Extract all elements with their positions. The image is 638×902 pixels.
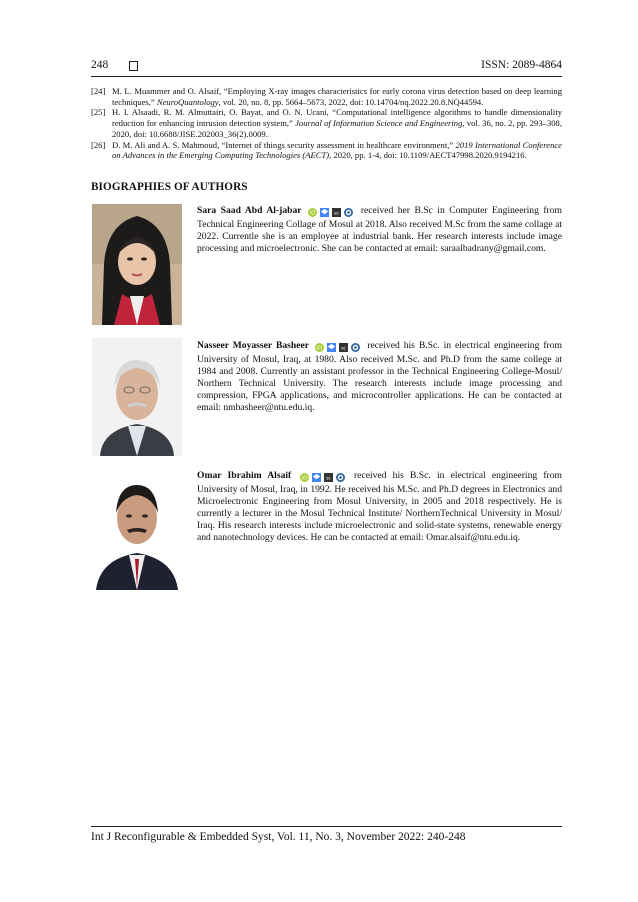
- scopus-icon[interactable]: [339, 343, 348, 352]
- author-photo-1: [92, 204, 182, 325]
- author-bio-3: [197, 470, 562, 545]
- svg-text:iD: iD: [310, 210, 316, 217]
- google-scholar-icon[interactable]: [312, 473, 321, 482]
- reference-list: [91, 86, 562, 161]
- author-photo-2: [92, 338, 182, 456]
- svg-text:sc: sc: [341, 346, 347, 352]
- reference-item: [24] M. L. Muammer and O. Alsaif, “Employing X-ray images characteristics for early corona virus detection based on deep learning techniques,” NeuroQuantology, vol. 20, no. 8, pp. 5664–5673, 2022, doi: 10.14704/nq.2022.20.8.NQ44594.: [91, 86, 562, 107]
- reference-item: [26] D. M. Ali and A. S. Mahmoud, “Internet of things security assessment in healthcare environment,” 2019 International Conference on Advances in the Emerging Computing Technologies (AECT), 2020, pp. 1-4, doi: 10.1109/AECT47998.2020.9194216.: [91, 139, 562, 161]
- author-bio-text: received her B.Sc in Computer Engineering from Technical Engineering Collage of Mosul at 2018. Also received M.Sc from the same collage at 2022. Currentle she is an employee at industrial bank. Her research interests include image processing and microelectronic. She can be contacted at email: saraalbadrany@gmail.com.: [197, 205, 562, 255]
- author-name: Omar Ibrahim Alsaif: [197, 470, 292, 481]
- svg-text:iD: iD: [301, 475, 308, 482]
- svg-text:sc: sc: [325, 476, 331, 482]
- reference-item: [25] H. I. Alsaadi, R. M. Almuttairi, O. Bayat, and O. N. Ucani, “Computational intelligence algorithms to handle dimensionality reduction for enhancing intrusion detection system,” Journal of Information Science and Engineering, vol. 36, no. 2, pp. 293–308, 2020, doi: 10.6688/JISE.202003_36(2).0009.: [91, 107, 562, 139]
- footer-rule: [91, 826, 562, 827]
- section-title: BIOGRAPHIES OF AUTHORS: [91, 181, 248, 193]
- author-icons: [313, 342, 363, 354]
- publons-icon[interactable]: [344, 208, 353, 217]
- author-photo-3: [92, 473, 182, 590]
- author-bio-text: received his B.Sc. in electrical engineering from University of Mosul, Iraq, in 1992. He received his M.Sc. and Ph.D degrees in Electronics and Microelectronic Engineering from Mosul University, in 2005 and 2018 respectively. He is currently a lecturer in the Mosul Technical Institute/ NorthernTechnical University in Mosul/ Iraq. His research interests include microelectronic and solid-state systems, renewable energy and nanotechnology devices. He can be contacted at email: Omar.alsaif@ntu.edu.iq.: [197, 470, 562, 544]
- scopus-icon[interactable]: [324, 473, 333, 482]
- author-bio-2: [197, 340, 562, 415]
- google-scholar-icon[interactable]: [327, 343, 336, 352]
- publons-icon[interactable]: [336, 473, 345, 482]
- author-icons: [297, 472, 347, 484]
- scopus-icon[interactable]: [332, 208, 341, 217]
- page-number: 248: [91, 59, 109, 71]
- orcid-icon[interactable]: [300, 473, 309, 482]
- publons-icon[interactable]: [351, 343, 360, 352]
- author-bio-text: received his B.Sc. in electrical engineering from University of Mosul, Iraq, at 1980. Also received M.Sc. and Ph.D from the same college at 1984 and 2008. Currently an assistant professor in the Technical Engineering College-Mosul/ Northern Technical University. The research interests include image processing and compression, FPGA applications, and microcontroller applications. He can be contacted at email: nmbasheer@ntu.edu.iq.: [197, 340, 562, 414]
- svg-text:iD: iD: [317, 345, 323, 352]
- header-rule: [91, 76, 562, 77]
- page-header: [91, 59, 562, 75]
- page-footer: Int J Reconfigurable & Embedded Syst, Vol. 11, No. 3, November 2022: 240-248: [91, 831, 466, 843]
- svg-text:sc: sc: [334, 211, 340, 217]
- author-bio-1: [197, 205, 562, 255]
- google-scholar-icon[interactable]: [320, 208, 329, 217]
- issn-label: ISSN: 2089-4864: [481, 59, 562, 71]
- orcid-icon[interactable]: [315, 343, 324, 352]
- author-name: Sara Saad Abd Al-jabar: [197, 205, 302, 216]
- orcid-icon[interactable]: [308, 208, 317, 217]
- author-name: Nasseer Moyasser Basheer: [197, 340, 309, 351]
- header-box-icon: [129, 61, 138, 71]
- author-icons: [306, 207, 356, 219]
